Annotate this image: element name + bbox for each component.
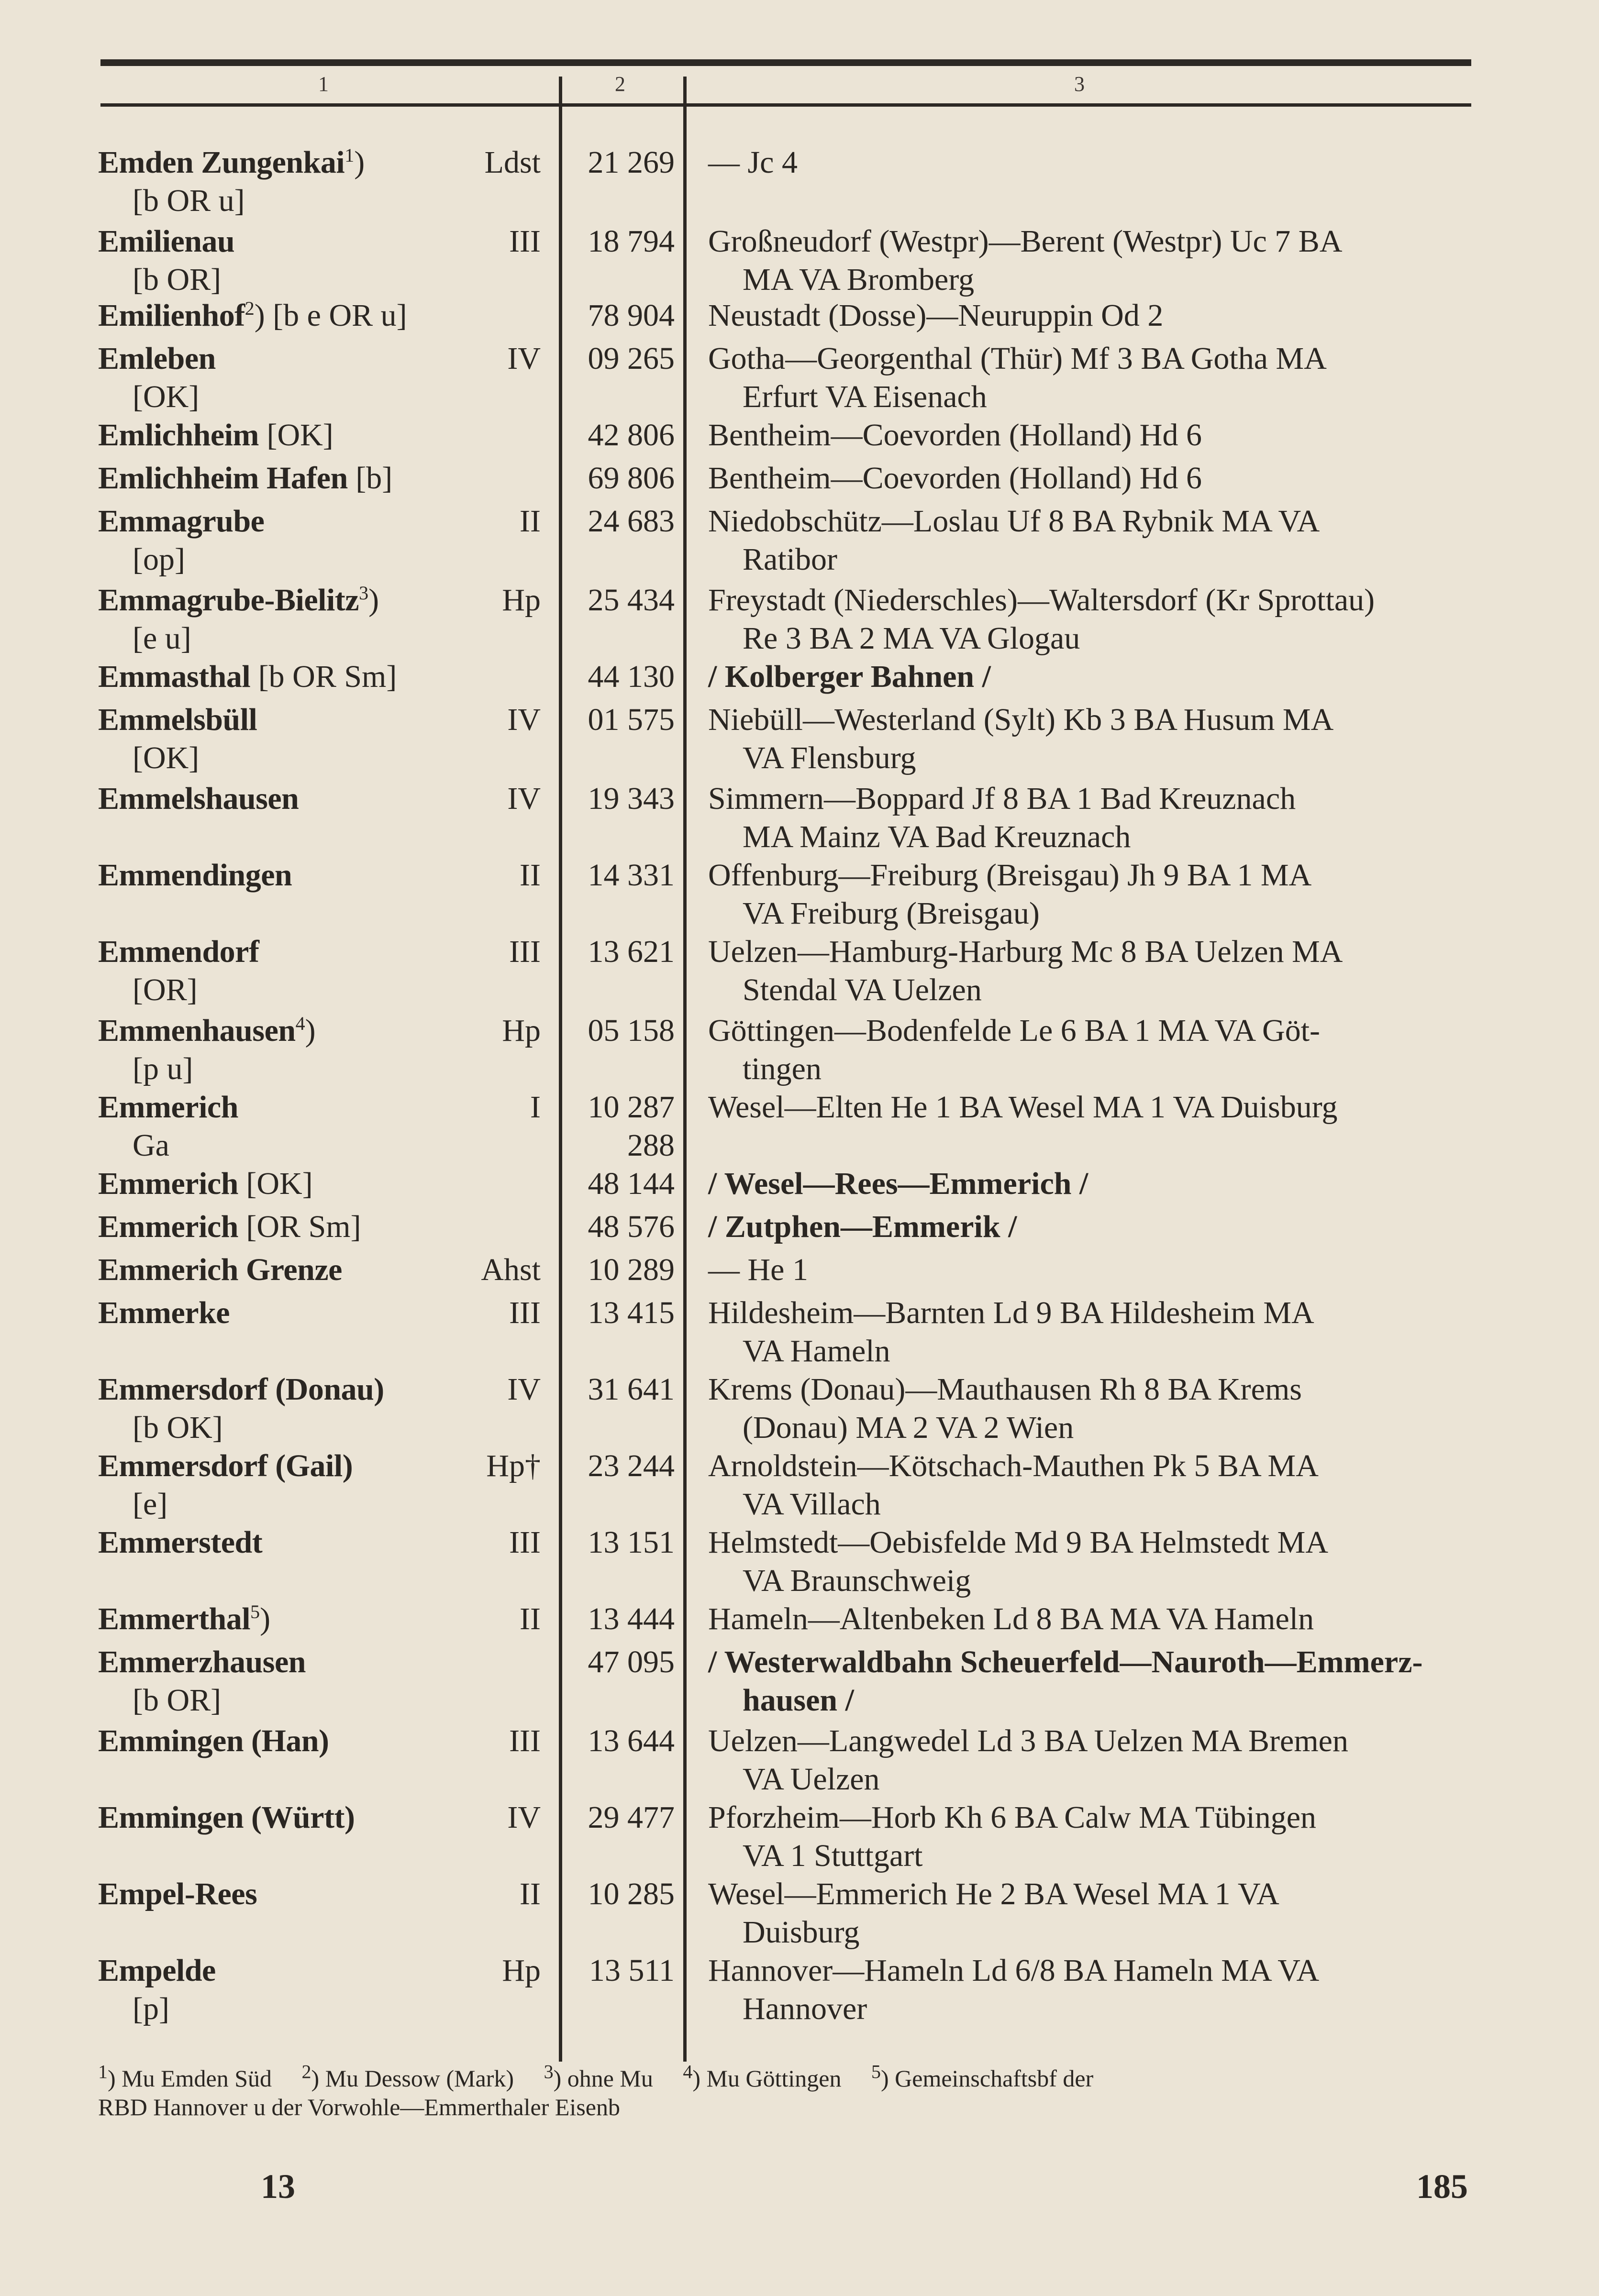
route-info [708,701,1474,777]
route-line-2: VA Freiburg (Breisgau) [743,896,1040,931]
station-name-cell [98,1294,452,1332]
station-class: II [520,504,541,539]
route-line-1: Bentheim—Coevorden (Holland) Hd 6 [708,418,1202,453]
station-name-cell [98,1208,452,1246]
station-number-main: 18 794 [588,224,675,259]
station-number [560,1370,675,1409]
route-line-1: Offenburg—Freiburg (Breisgau) Jh 9 BA 1 MA [708,858,1312,893]
station-name: Empel-Rees [98,1877,257,1911]
route-info [708,1251,1474,1289]
station-number [560,780,675,818]
station-attrs: ) [305,1013,316,1048]
station-number [560,1875,675,1913]
station-name-cell [98,1012,452,1088]
route-line-1: / Wesel—Rees—Emmerich / [708,1166,1088,1201]
station-name: Emlichheim Hafen [98,461,348,496]
station-name-cell [98,502,452,579]
station-attrs: ) [354,145,365,180]
route-info [708,1952,1474,2028]
station-class: II [520,1877,541,1911]
station-name: Emmagrube-Bielitz [98,583,359,618]
station-name: Emmerthal [98,1601,251,1636]
route-info [708,856,1474,933]
station-attrs-line2: [OK] [133,740,200,775]
station-name-cell [98,933,452,1009]
station-number-main: 47 095 [588,1645,675,1679]
route-line-1: / Kolberger Bahnen / [708,659,991,694]
route-line-1: Hannover—Hameln Ld 6/8 BA Hameln MA VA [708,1953,1320,1988]
station-number [560,222,675,261]
station-name: Emmerke [98,1295,230,1330]
route-line-2: VA Villach [743,1487,881,1522]
footnote-ref: 4 [295,1013,305,1034]
station-name-cell [98,1799,452,1837]
station-number-main: 48 144 [588,1166,675,1201]
station-attrs-line2: [e u] [133,621,191,656]
route-line-1: Pforzheim—Horb Kh 6 BA Calw MA Tübingen [708,1800,1317,1835]
station-name: Emmelshausen [98,781,299,816]
station-name-cell [98,144,452,220]
station-attrs-line2: [b OR] [133,1683,222,1718]
station-name-cell [98,1165,452,1203]
station-name-cell [98,1370,452,1447]
route-info [708,1012,1474,1088]
station-number [560,1251,675,1289]
station-attrs-line2: [e] [133,1487,168,1522]
route-line-2: VA Uelzen [743,1762,880,1797]
station-name: Emmendingen [98,858,292,893]
station-attrs: [b OR Sm] [250,659,397,694]
station-number [560,1012,675,1050]
station-number-main: 24 683 [588,504,675,539]
route-line-2: hausen / [743,1683,854,1718]
station-name: Emmenhausen [98,1013,296,1048]
station-number-main: 29 477 [588,1800,675,1835]
station-class: III [509,1295,541,1330]
station-attrs-line2: [OK] [133,379,200,414]
station-number [560,1165,675,1203]
station-name: Emlichheim [98,418,259,453]
route-line-1: Gotha—Georgenthal (Thür) Mf 3 BA Gotha MA [708,341,1327,376]
route-info [708,658,1474,696]
station-number-main: 13 621 [588,934,675,969]
station-attrs: ) [260,1601,271,1636]
station-number [560,1208,675,1246]
column-header-3: 3 [1074,72,1085,96]
station-class: II [520,1601,541,1636]
station-number-main: 10 289 [588,1252,675,1287]
station-name-cell [98,658,452,696]
station-number [560,1088,675,1165]
station-name-cell [98,1251,452,1289]
station-name: Emden Zungenkai [98,145,345,180]
station-attrs: [OK] [259,418,333,453]
route-info [708,1643,1474,1720]
station-attrs-line2: [p] [133,1991,169,2026]
footnote-line-2: RBD Hannover u der Vorwohle—Emmerthaler Eisenb [98,2094,620,2120]
route-info [708,1208,1474,1246]
station-class: IV [507,1800,541,1835]
route-line-1: Krems (Donau)—Mauthausen Rh 8 BA Krems [708,1372,1302,1407]
station-number-main: 13 151 [588,1525,675,1560]
station-name-cell [98,416,452,454]
route-info [708,297,1474,335]
station-name-cell [98,1952,452,2028]
route-info [708,1088,1474,1126]
station-class: Ahst [481,1252,541,1287]
station-attrs-line2: Ga [133,1128,169,1163]
route-line-2: (Donau) MA 2 VA 2 Wien [743,1410,1074,1445]
station-class: Hp [502,1013,541,1048]
station-number [560,933,675,971]
station-number-main: 21 269 [588,145,675,180]
station-class: III [509,1525,541,1560]
station-number-main: 48 576 [588,1209,675,1244]
station-number [560,340,675,378]
route-info [708,780,1474,856]
station-name-cell [98,581,452,658]
station-attrs-line2: [b OR] [133,262,222,297]
route-line-1: Arnoldstein—Kötschach-Mauthen Pk 5 BA MA [708,1448,1319,1483]
column-header-2: 2 [615,72,625,96]
route-line-2: Stendal VA Uelzen [743,972,982,1007]
station-class: III [509,934,541,969]
route-line-2: Erfurt VA Eisenach [743,379,987,414]
route-info [708,459,1474,497]
station-number-main: 09 265 [588,341,675,376]
station-name: Empelde [98,1953,216,1988]
station-name: Emleben [98,341,216,376]
station-name-cell [98,1447,452,1523]
column-header-1: 1 [318,72,329,96]
station-name-cell [98,1643,452,1720]
station-attrs-line2: [b OK] [133,1410,223,1445]
station-class: IV [507,702,541,737]
station-number-main: 78 904 [588,298,675,333]
route-line-2: VA Hameln [743,1334,890,1369]
station-name: Emmerstedt [98,1525,263,1560]
route-line-2: Re 3 BA 2 MA VA Glogau [743,621,1080,656]
station-attrs: [OR Sm] [238,1209,361,1244]
route-line-2: VA Braunschweig [743,1563,971,1598]
route-line-1: Freystadt (Niederschles)—Waltersdorf (Kr Sprottau) [708,583,1375,618]
station-name: Emmerich Grenze [98,1252,342,1287]
footnote-ref: 5 [250,1601,260,1623]
station-class: III [509,1723,541,1758]
station-name-cell [98,780,452,818]
route-line-2: MA VA Bromberg [743,262,975,297]
station-name-cell [98,222,452,299]
station-name-cell [98,1875,452,1913]
station-name: Emmerzhausen [98,1645,306,1679]
station-name: Emmelsbüll [98,702,257,737]
station-number [560,1952,675,1990]
station-name: Emmingen (Württ) [98,1800,355,1835]
station-number-main: 25 434 [588,583,675,618]
route-line-1: Hameln—Altenbeken Ld 8 BA MA VA Hameln [708,1601,1314,1636]
station-name-cell [98,340,452,416]
station-number [560,144,675,182]
station-number-main: 10 285 [588,1877,675,1911]
station-class: IV [507,781,541,816]
station-number [560,1600,675,1638]
route-line-1: — He 1 [708,1252,808,1287]
station-number [560,581,675,619]
station-number-main: 13 644 [588,1723,675,1758]
station-class: I [530,1090,541,1125]
station-name-cell [98,1523,452,1562]
route-info [708,1523,1474,1600]
route-line-2: Hannover [743,1991,867,2026]
route-info [708,416,1474,454]
station-name-cell [98,1722,452,1760]
station-class: Hp [502,583,541,618]
station-class: III [509,224,541,259]
station-attrs: [b] [347,461,393,496]
route-info [708,1370,1474,1447]
route-info [708,581,1474,658]
station-attrs: ) [b e OR u] [254,298,407,333]
route-line-1: Göttingen—Bodenfelde Le 6 BA 1 MA VA Göt- [708,1013,1321,1048]
station-attrs: [OK] [238,1166,313,1201]
station-name: Emmasthal [98,659,251,694]
station-attrs: ) [368,583,379,618]
route-line-2: VA Flensburg [743,740,916,775]
route-line-1: Helmstedt—Oebisfelde Md 9 BA Helmstedt MA [708,1525,1329,1560]
route-line-1: / Westerwaldbahn Scheuerfeld—Nauroth—Emmerz- [708,1645,1423,1679]
station-class: IV [507,341,541,376]
station-number-main: 13 511 [589,1953,675,1988]
station-class: II [520,858,541,893]
station-number-main: 10 287 [588,1090,675,1125]
station-number [560,1294,675,1332]
route-line-2: VA 1 Stuttgart [743,1838,923,1873]
station-name-cell [98,1600,452,1638]
route-info [708,1722,1474,1799]
station-number [560,1799,675,1837]
station-number-main: 13 444 [588,1601,675,1636]
footnotes [98,2061,1476,2121]
route-line-1: Hildesheim—Barnten Ld 9 BA Hildesheim MA [708,1295,1314,1330]
station-number-main: 31 641 [588,1372,675,1407]
route-info [708,1294,1474,1370]
station-name: Emmerich [98,1090,238,1125]
station-number [560,856,675,894]
station-number-main: 19 343 [588,781,675,816]
station-number-main: 14 331 [588,858,675,893]
station-number [560,459,675,497]
route-line-1: / Zutphen—Emmerik / [708,1209,1017,1244]
station-number-main: 42 806 [588,418,675,453]
station-name: Emmersdorf (Gail) [98,1448,353,1483]
route-line-2: Ratibor [743,542,837,577]
route-line-2: MA Mainz VA Bad Kreuznach [743,819,1131,854]
station-name-cell [98,856,452,894]
station-number-extra: 288 [627,1128,675,1163]
station-number-main: 01 575 [588,702,675,737]
station-number-main: 44 130 [588,659,675,694]
station-name: Emmersdorf (Donau) [98,1372,384,1407]
station-name-cell [98,297,452,335]
station-name: Emmerich [98,1166,238,1201]
page-number-left: 13 [261,2167,295,2206]
route-line-1: Uelzen—Langwedel Ld 3 BA Uelzen MA Bremen [708,1723,1348,1758]
route-line-1: Neustadt (Dosse)—Neuruppin Od 2 [708,298,1164,333]
station-name: Emilienhof [98,298,245,333]
header-rule [100,103,1471,107]
station-name-cell [98,701,452,777]
station-number [560,658,675,696]
station-name: Emmerich [98,1209,238,1244]
route-info [708,502,1474,579]
top-rule [100,59,1471,66]
station-number-main: 23 244 [588,1448,675,1483]
route-line-1: Bentheim—Coevorden (Holland) Hd 6 [708,461,1202,496]
route-info [708,222,1474,299]
station-class: Hp† [486,1448,541,1483]
route-line-1: Großneudorf (Westpr)—Berent (Westpr) Uc 7 BA [708,224,1343,259]
route-line-1: — Jc 4 [708,145,798,180]
station-attrs-line2: [OR] [133,972,198,1007]
footnote-ref: 2 [244,298,255,319]
route-line-2: Duisburg [743,1915,860,1950]
station-class: Ldst [484,145,541,180]
route-info [708,1447,1474,1523]
route-line-1: Niedobschütz—Loslau Uf 8 BA Rybnik MA VA [708,504,1320,539]
station-name-cell [98,459,452,497]
station-number [560,297,675,335]
station-name: Emmingen (Han) [98,1723,329,1758]
column-divider-2 [683,77,687,2062]
station-number [560,1643,675,1681]
station-number [560,1523,675,1562]
route-line-2: tingen [743,1051,822,1086]
route-info [708,340,1474,416]
route-info [708,144,1474,182]
station-attrs-line2: [p u] [133,1051,193,1086]
route-line-1: Wesel—Emmerich He 2 BA Wesel MA 1 VA [708,1877,1279,1911]
station-number-main: 13 415 [588,1295,675,1330]
station-class: Hp [502,1953,541,1988]
route-info [708,933,1474,1009]
station-number [560,1722,675,1760]
footnote-ref: 3 [359,582,369,604]
station-name: Emilienau [98,224,235,259]
station-name: Emmagrube [98,504,265,539]
route-line-1: Simmern—Boppard Jf 8 BA 1 Bad Kreuznach [708,781,1296,816]
route-info [708,1600,1474,1638]
footnote-ref: 1 [344,144,355,166]
route-line-1: Uelzen—Hamburg-Harburg Mc 8 BA Uelzen MA [708,934,1343,969]
route-info [708,1875,1474,1952]
station-number-main: 69 806 [588,461,675,496]
station-number [560,502,675,541]
station-number [560,701,675,739]
station-number [560,416,675,454]
route-info [708,1799,1474,1875]
station-number [560,1447,675,1485]
route-info [708,1165,1474,1203]
route-line-1: Wesel—Elten He 1 BA Wesel MA 1 VA Duisburg [708,1090,1338,1125]
station-number-main: 05 158 [588,1013,675,1048]
station-name-cell [98,1088,452,1165]
page-number-right: 185 [1416,2167,1468,2206]
station-name: Emmendorf [98,934,259,969]
route-line-1: Niebüll—Westerland (Sylt) Kb 3 BA Husum MA [708,702,1334,737]
footnote-line-1: $^1$) Mu Emden Süd $^2$) Mu Dessow (Mark) $^3$) ohne Mu $^4$) Mu Göttingen $^5$) Gemeinschaftsbf der [98,2061,1094,2092]
station-attrs-line2: [op] [133,542,185,577]
station-attrs-line2: [b OR u] [133,183,245,218]
station-class: IV [507,1372,541,1407]
